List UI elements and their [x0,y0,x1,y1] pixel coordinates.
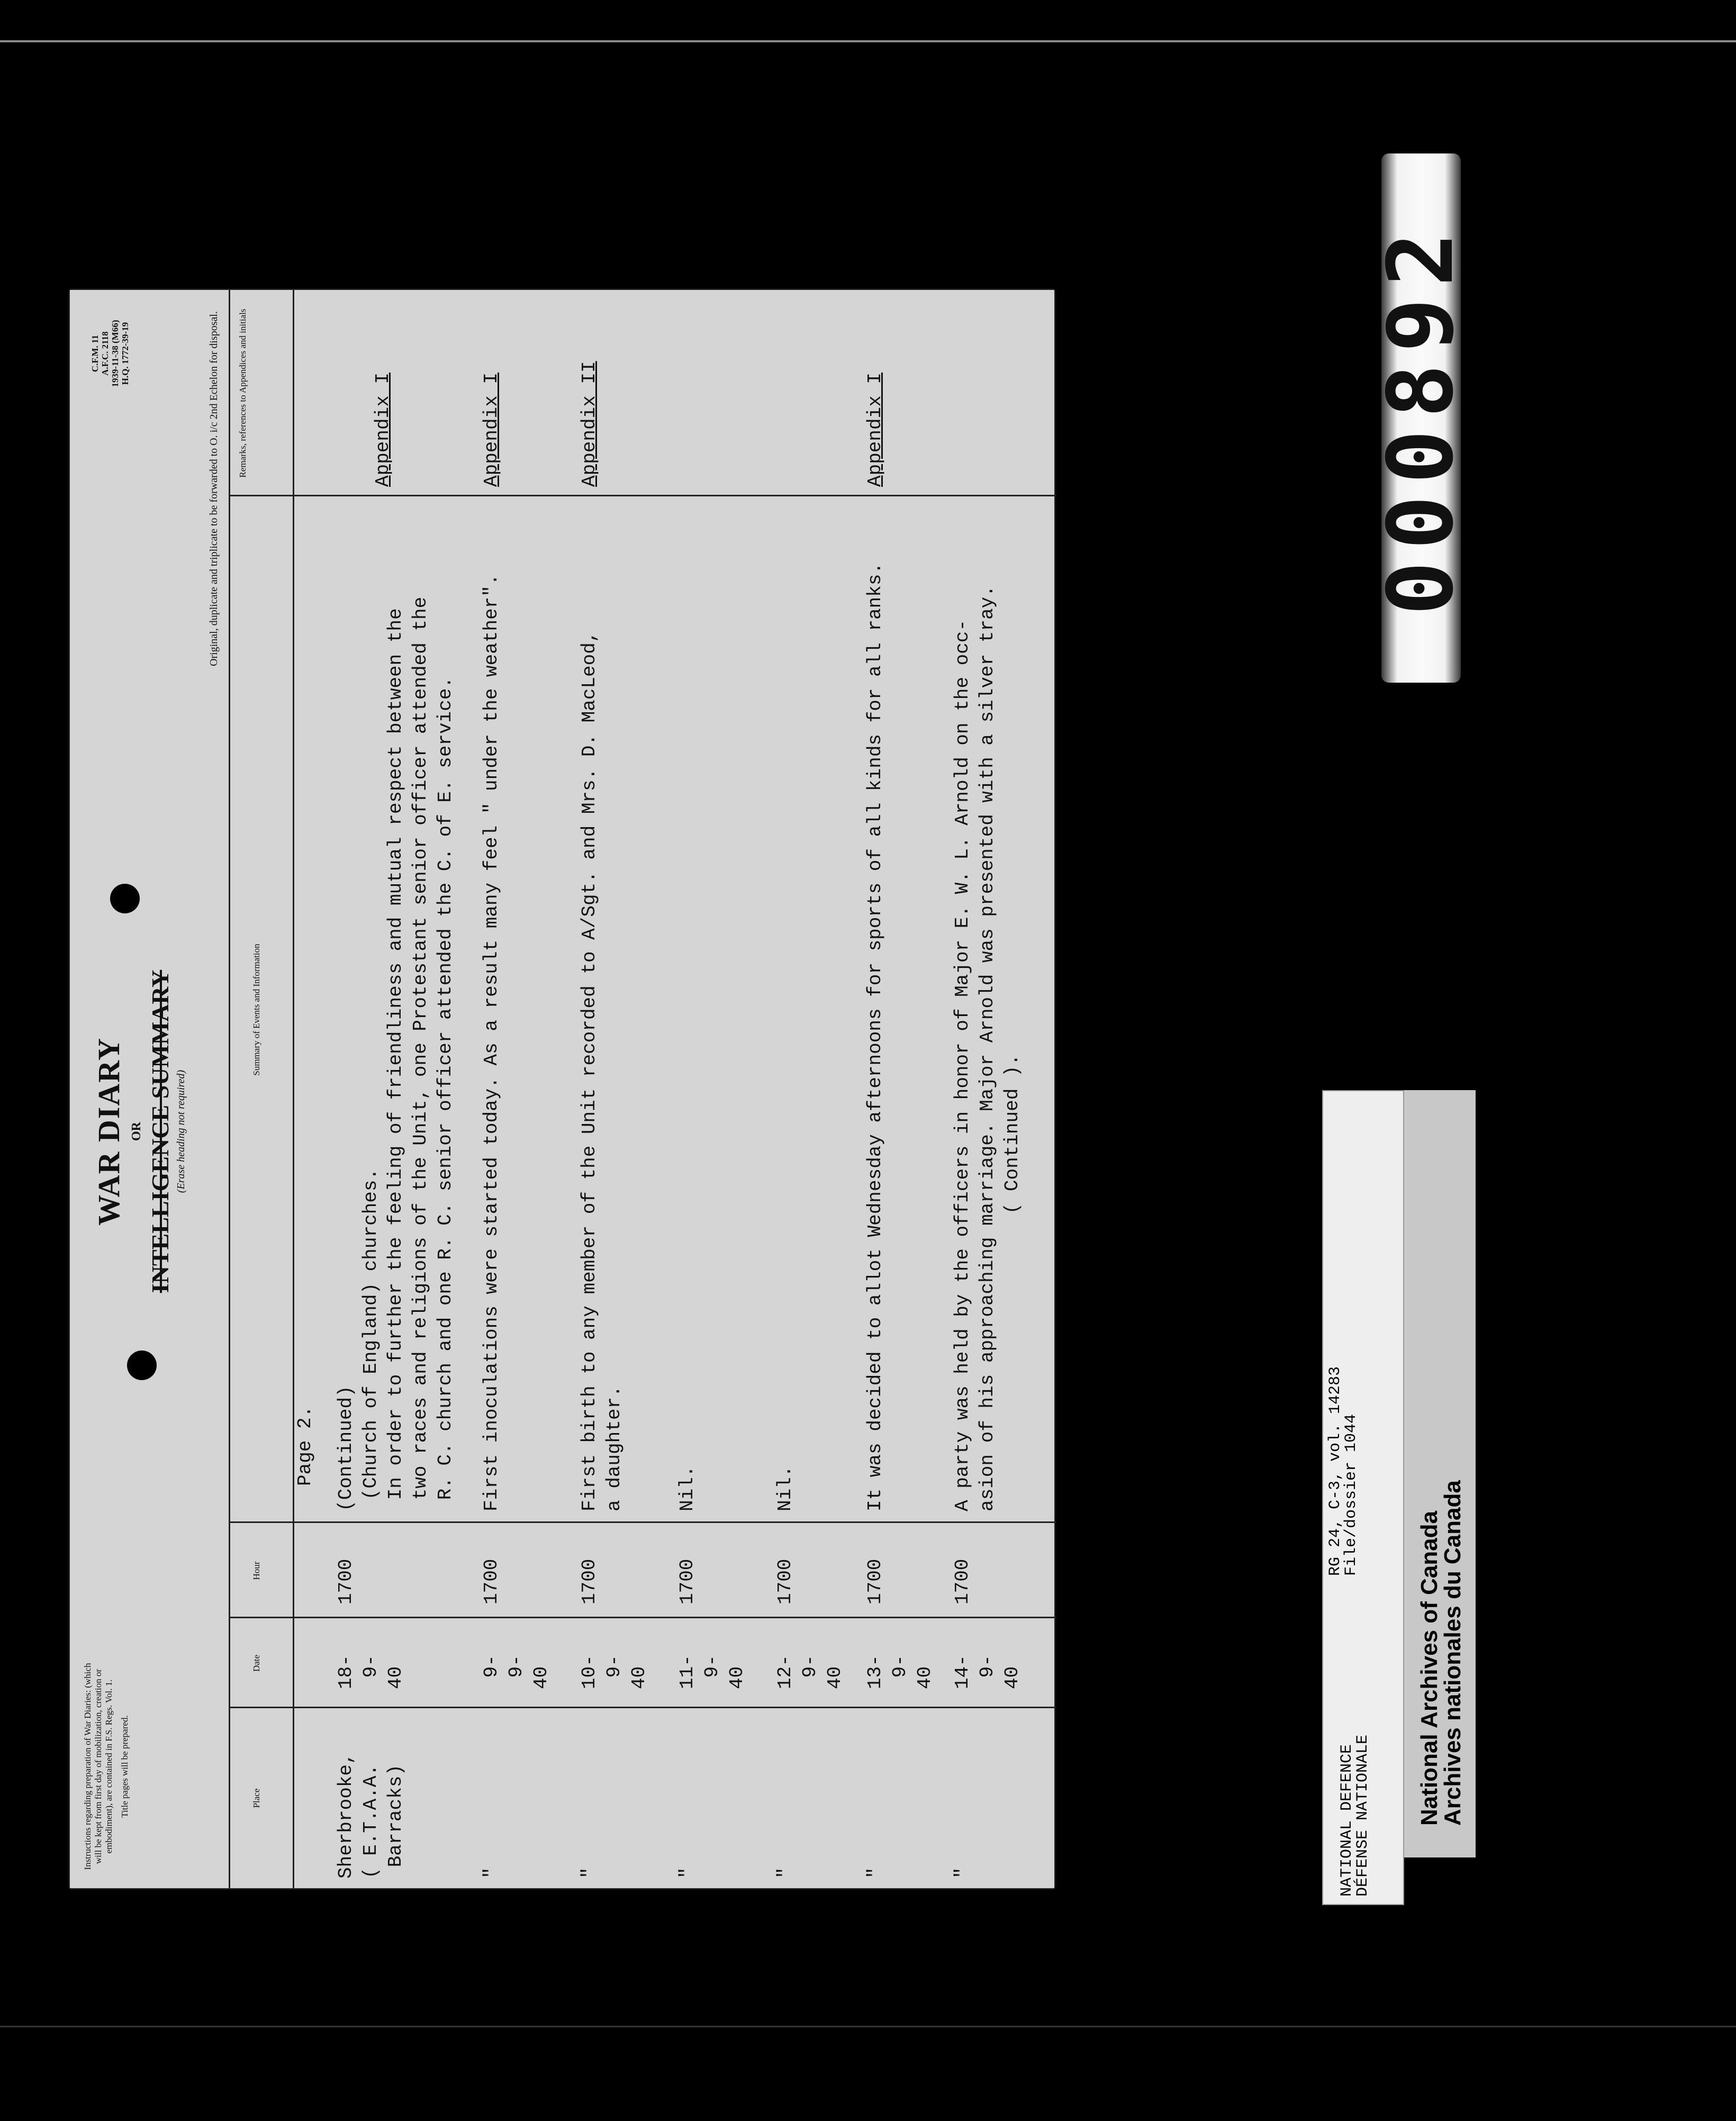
row-place: " [481,1867,502,1879]
row-summary: First birth to any member of the Unit recorded to A/Sgt. and Mrs. D. MacLeod, a daughter. [578,631,625,1511]
row-date: 10- 9- 40 [578,1655,650,1689]
row-place: " [952,1867,973,1879]
row-date: 18- 9- 40 [335,1655,406,1689]
appendix-reference: Appendix I [864,372,886,487]
row-summary: It was decided to allot Wednesday afternoons for sports of all kinds for all ranks. [864,562,886,1511]
row-place: " [864,1867,886,1879]
punch-hole [127,1350,157,1380]
institution-name: National Archives of Canada Archives nationales du Canada [1416,1480,1466,1826]
title-pages-note: Title pages will be prepared. [120,1715,130,1818]
row-summary: Nil. [676,1465,698,1511]
row-date: 11- 9- 40 [676,1655,748,1689]
instructions-block [83,1655,130,1878]
department-name: NATIONAL DEFENCE DÉFENSE NATIONALE [1338,1734,1372,1897]
appendix-reference: Appendix II [578,361,600,487]
row-remarks [577,296,602,487]
row-date: 12- 9- 40 [774,1655,846,1689]
row-hour: 1700 [676,1558,698,1605]
row-summary: A party was held by the officers in honor of Major E. W. L. Arnold on the occ- asion of his approaching marriage. Major Arnold was presented with a silver tray. ( Continued ). [952,585,1023,1511]
row-place: " [676,1867,698,1879]
page-number: Page 2. [294,1406,316,1486]
label-lower [1404,1090,1476,1857]
appendix-reference: Appendix I [372,372,394,487]
instructions-text: Instructions regarding preparation of War Diaries: (which will be kept from first day of mobilization, creation or embodiment), are contained in F.S. Regs. Vol. 1. [83,1663,114,1870]
form-code [90,306,130,401]
row-date: 13- 9- 40 [864,1655,936,1689]
appendix-reference: Appendix I [481,372,502,487]
erase-note: (Erase heading not required) [175,1069,187,1193]
row-date: 9- 9- 40 [481,1655,552,1689]
row-summary: (Continued) (Church of England) churches. In order to further the feeling of friendliness and mutual respect between the two races and religions of the Unit, one Protestant senior officer attended the R. C. church and one R. C. senior officer attended the C. of E. service. [335,596,456,1511]
row-summary: Nil. [774,1465,796,1511]
row-remarks [479,296,504,487]
header-divider [293,290,294,1888]
record-group-reference: RG 24, C-3, vol. 14283 File/dossier 1044 [1326,1366,1360,1576]
label-upper [1322,1090,1404,1905]
title-or: OR [130,1122,143,1141]
col-header-summary: Summary of Events and Information [251,944,261,1076]
row-hour: 1700 [774,1558,796,1605]
row-remarks [370,296,395,487]
column-divider [230,1707,1056,1708]
form-code-text: C.F.M. 11 A.F.C. 2118 1939-11-38 (M66) H.Q. 1772-39-19 [90,320,130,387]
diary-title-block [91,946,187,1317]
row-place: Sherbrooke, ( E.T.A.A. Barracks) [335,1753,406,1879]
col-header-date: Date [251,1654,261,1672]
row-hour: 1700 [481,1558,502,1605]
row-hour: 1700 [864,1558,886,1605]
struck-subtitle: INTELLIGENCE SUMMARY [147,969,174,1293]
page-title: WAR DIARY [92,1037,126,1226]
row-hour: 1700 [578,1558,600,1605]
row-hour: 1700 [335,1558,357,1605]
war-diary-sheet [70,290,1054,1888]
column-divider [230,1617,1056,1618]
film-edge-line-bottom [0,2026,1736,2027]
punch-hole [110,884,140,913]
row-hour: 1700 [952,1558,973,1605]
frame-number-strip [1369,153,1473,683]
column-divider [230,1521,1056,1523]
row-place: " [774,1867,796,1879]
row-date: 14- 9- 40 [952,1655,1023,1689]
row-summary: First inoculations were started today. As a result many feel " under the weather". [481,574,502,1511]
film-edge-line [0,40,1736,42]
col-header-remarks: Remarks, references to Appendices and initials [238,309,248,478]
col-header-hour: Hour [251,1561,261,1580]
archives-label [1322,1090,1476,1905]
diary-table [229,290,1056,1888]
col-header-place: Place [251,1788,261,1808]
row-place: " [578,1867,600,1879]
frame-number: 000892 [1369,220,1473,616]
distribution-note: Original, duplicate and triplicate to be forwarded to O. i/c 2nd Echelon for disposal. [208,311,220,666]
row-remarks [863,296,888,487]
